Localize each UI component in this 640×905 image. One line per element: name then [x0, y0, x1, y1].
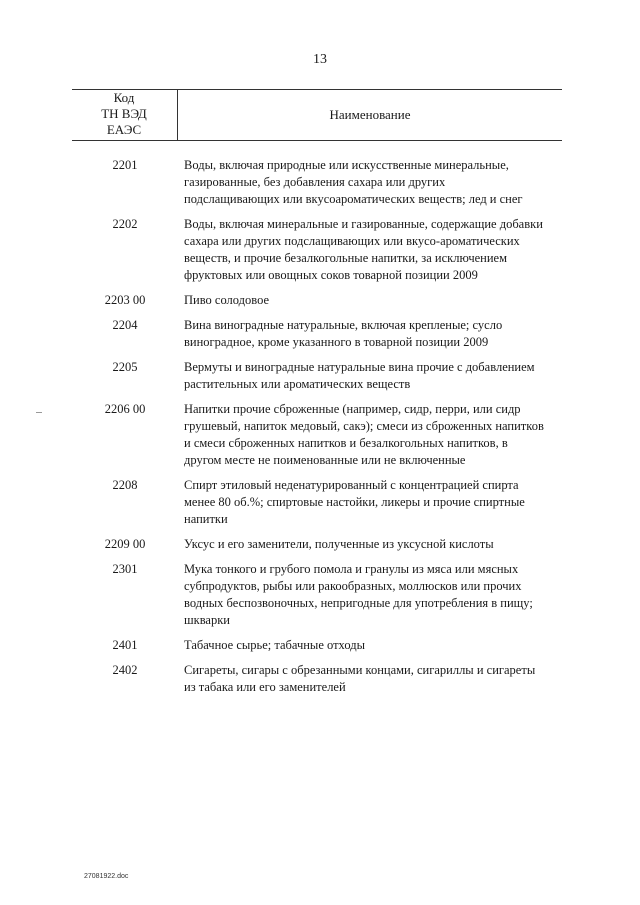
row-code: 2209 00: [104, 537, 146, 551]
column-header-code: [72, 90, 176, 138]
row-name: Сигареты, сигары с обрезанными концами, сигариллы и сигареты из табака или его заменителей: [184, 663, 536, 694]
row-name: Спирт этиловый неденатурированный с концентрацией спирта менее 80 об.%; спиртовые настойки, ликеры и прочие спиртные напитки: [184, 478, 525, 526]
column-header-name: Наименование: [329, 107, 411, 122]
row-code: 2202: [112, 217, 138, 231]
table-row: [72, 561, 562, 629]
table-row: [72, 317, 562, 351]
page-number: 13: [313, 52, 327, 67]
table-row: [72, 401, 562, 469]
row-code: 2204: [112, 318, 138, 332]
row-code: 2205: [112, 360, 138, 374]
table-row: [72, 477, 562, 528]
table-header-bottom-rule: [72, 140, 562, 141]
row-code: 2402: [112, 663, 138, 677]
table-row: [72, 637, 562, 654]
row-name: Воды, включая природные или искусственные минеральные, газированные, без добавления сахара или других подслащивающих или вкусоароматических веществ; лед и снег: [184, 158, 523, 206]
row-code: 2208: [112, 478, 138, 492]
table-row: [72, 216, 562, 284]
table-row: [72, 292, 562, 309]
table-row: [72, 662, 562, 696]
table-row: [72, 359, 562, 393]
row-name: Вина виноградные натуральные, включая крепленые; сусло виноградное, кроме указанного в товарной позиции 2009: [184, 318, 503, 349]
row-name: Мука тонкого и грубого помола и гранулы из мяса или мясных субпродуктов, рыбы или ракообразных, моллюсков или прочих водных беспозвоночных, непригодные для употребления в пищу; шкварки: [184, 562, 533, 627]
column-header-code-line3: ЕАЭС: [106, 122, 142, 137]
row-name: Вермуты и виноградные натуральные вина прочие с добавлением растительных или ароматических веществ: [184, 360, 535, 391]
row-name: Напитки прочие сброженные (например, сидр, перри, или сидр грушевый, напиток медовый, сакэ); смеси из сброженных напитков и смеси сброженных напитков и безалкогольных напитков, в другом месте не поименованные или не включенные: [184, 402, 544, 467]
margin-mark: [36, 412, 42, 413]
column-header-code-line1: Код: [113, 90, 135, 105]
table-row: [72, 536, 562, 553]
row-code: 2206 00: [104, 402, 146, 416]
row-name: Пиво солодовое: [184, 293, 270, 307]
row-name: Воды, включая минеральные и газированные, содержащие добавки сахара или других подслащивающих или вкусо-ароматических веществ, и прочие безалкогольные напитки, за исключением фруктовых или овощных соков товарной позиции 2009: [184, 217, 543, 282]
footer-filename: 27081922.doc: [84, 873, 129, 880]
row-code: 2301: [112, 562, 138, 576]
row-name: Уксус и его заменители, полученные из уксусной кислоты: [184, 537, 494, 551]
row-code: 2201: [112, 158, 138, 172]
row-code: 2401: [112, 638, 138, 652]
table-row: [72, 157, 562, 208]
row-name: Табачное сырье; табачные отходы: [184, 638, 365, 652]
table-body: [72, 157, 562, 704]
row-code: 2203 00: [104, 293, 146, 307]
column-header-code-line2: ТН ВЭД: [101, 106, 147, 121]
